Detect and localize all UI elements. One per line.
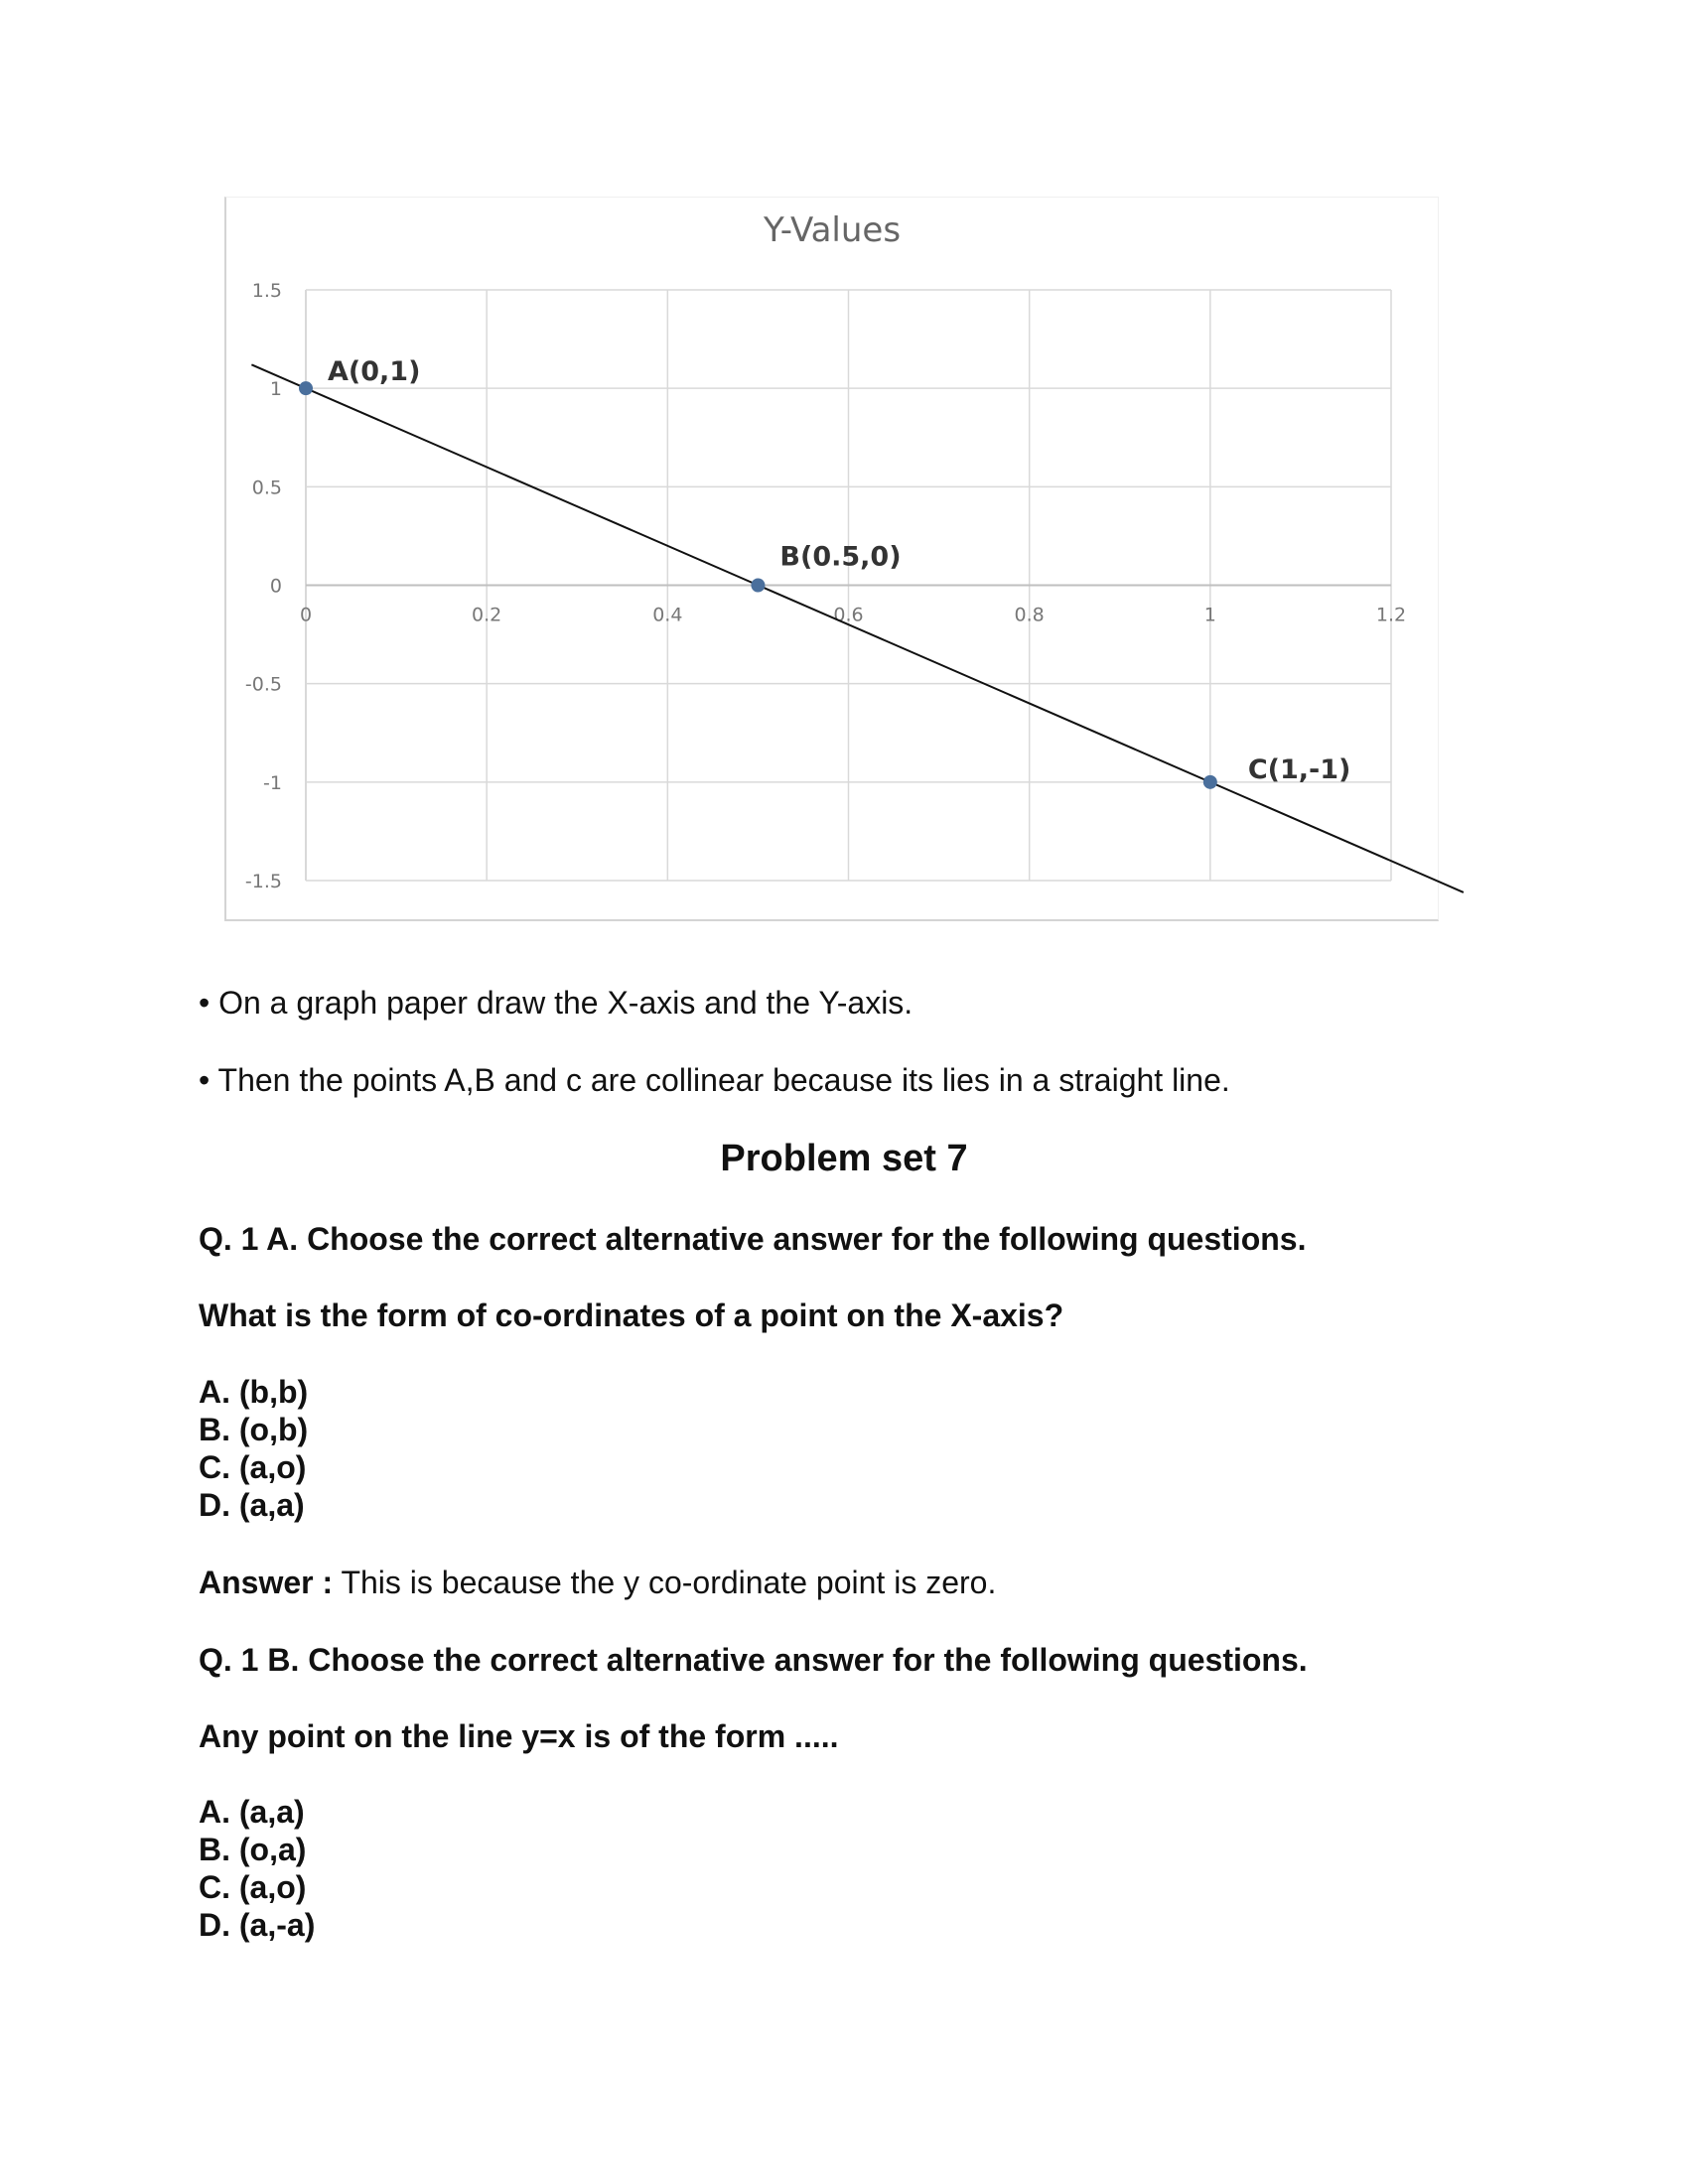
q1b-question: Any point on the line y=x is of the form ..... bbox=[199, 1718, 839, 1754]
answer-label: Answer : bbox=[199, 1565, 334, 1600]
q1a-question: What is the form of co-ordinates of a point on the X-axis? bbox=[199, 1297, 1064, 1333]
y-tick-label: 1 bbox=[269, 378, 282, 401]
chart-title: Y-Values bbox=[763, 210, 902, 250]
bullet-2: • Then the points A,B and c are collinear because its lies in a straight line. bbox=[199, 1062, 1230, 1098]
q1a-option-b: B. (o,b) bbox=[199, 1412, 309, 1447]
y-tick-label: -1.5 bbox=[244, 871, 282, 892]
point-label: C(1,-1) bbox=[1247, 753, 1351, 785]
y-tick-label: 1.5 bbox=[251, 280, 282, 302]
q1b-options bbox=[199, 1793, 315, 1944]
y-tick-label: -0.5 bbox=[244, 673, 282, 696]
data-point bbox=[299, 381, 313, 395]
q1b-option-d: D. (a,-a) bbox=[199, 1907, 316, 1943]
q1a-options bbox=[199, 1373, 308, 1524]
chart-grid bbox=[306, 290, 1391, 881]
data-point bbox=[1203, 775, 1217, 789]
q1a-option-a: A. (b,b) bbox=[199, 1374, 309, 1410]
x-tick-label: 0 bbox=[299, 604, 313, 626]
chart-points bbox=[299, 356, 1350, 789]
q1b-option-a: A. (a,a) bbox=[199, 1794, 305, 1830]
chart-line bbox=[251, 364, 1464, 892]
x-tick-label: 1 bbox=[1203, 604, 1216, 626]
y-tick-label: 0 bbox=[269, 575, 282, 598]
x-tick-label: 0.4 bbox=[652, 604, 683, 626]
q1a-option-c: C. (a,o) bbox=[199, 1449, 307, 1485]
q1b-option-b: B. (o,a) bbox=[199, 1832, 307, 1867]
q1a-answer bbox=[199, 1563, 996, 1602]
bullet-1: • On a graph paper draw the X-axis and the Y-axis. bbox=[199, 985, 914, 1021]
data-point bbox=[751, 579, 765, 593]
scatter-chart bbox=[0, 0, 1688, 943]
collinear-line bbox=[251, 364, 1464, 892]
point-label: B(0.5,0) bbox=[779, 541, 902, 573]
answer-text: This is because the y co-ordinate point is zero. bbox=[333, 1565, 997, 1600]
y-tick-label: -1 bbox=[263, 771, 282, 794]
q1b-option-c: C. (a,o) bbox=[199, 1869, 307, 1905]
point-label: A(0,1) bbox=[328, 356, 421, 388]
y-tick-label: 0.5 bbox=[251, 477, 282, 499]
q1a-heading: Q. 1 A. Choose the correct alternative answer for the following questions. bbox=[199, 1221, 1307, 1257]
q1b-heading: Q. 1 B. Choose the correct alternative answer for the following questions. bbox=[199, 1642, 1308, 1678]
q1a-option-d: D. (a,a) bbox=[199, 1487, 305, 1523]
x-tick-label: 0.6 bbox=[833, 604, 864, 626]
x-tick-label: 0.2 bbox=[472, 604, 502, 626]
x-tick-label: 0.8 bbox=[1014, 604, 1045, 626]
section-title: Problem set 7 bbox=[720, 1138, 968, 1179]
x-tick-label: 1.2 bbox=[1375, 604, 1407, 626]
